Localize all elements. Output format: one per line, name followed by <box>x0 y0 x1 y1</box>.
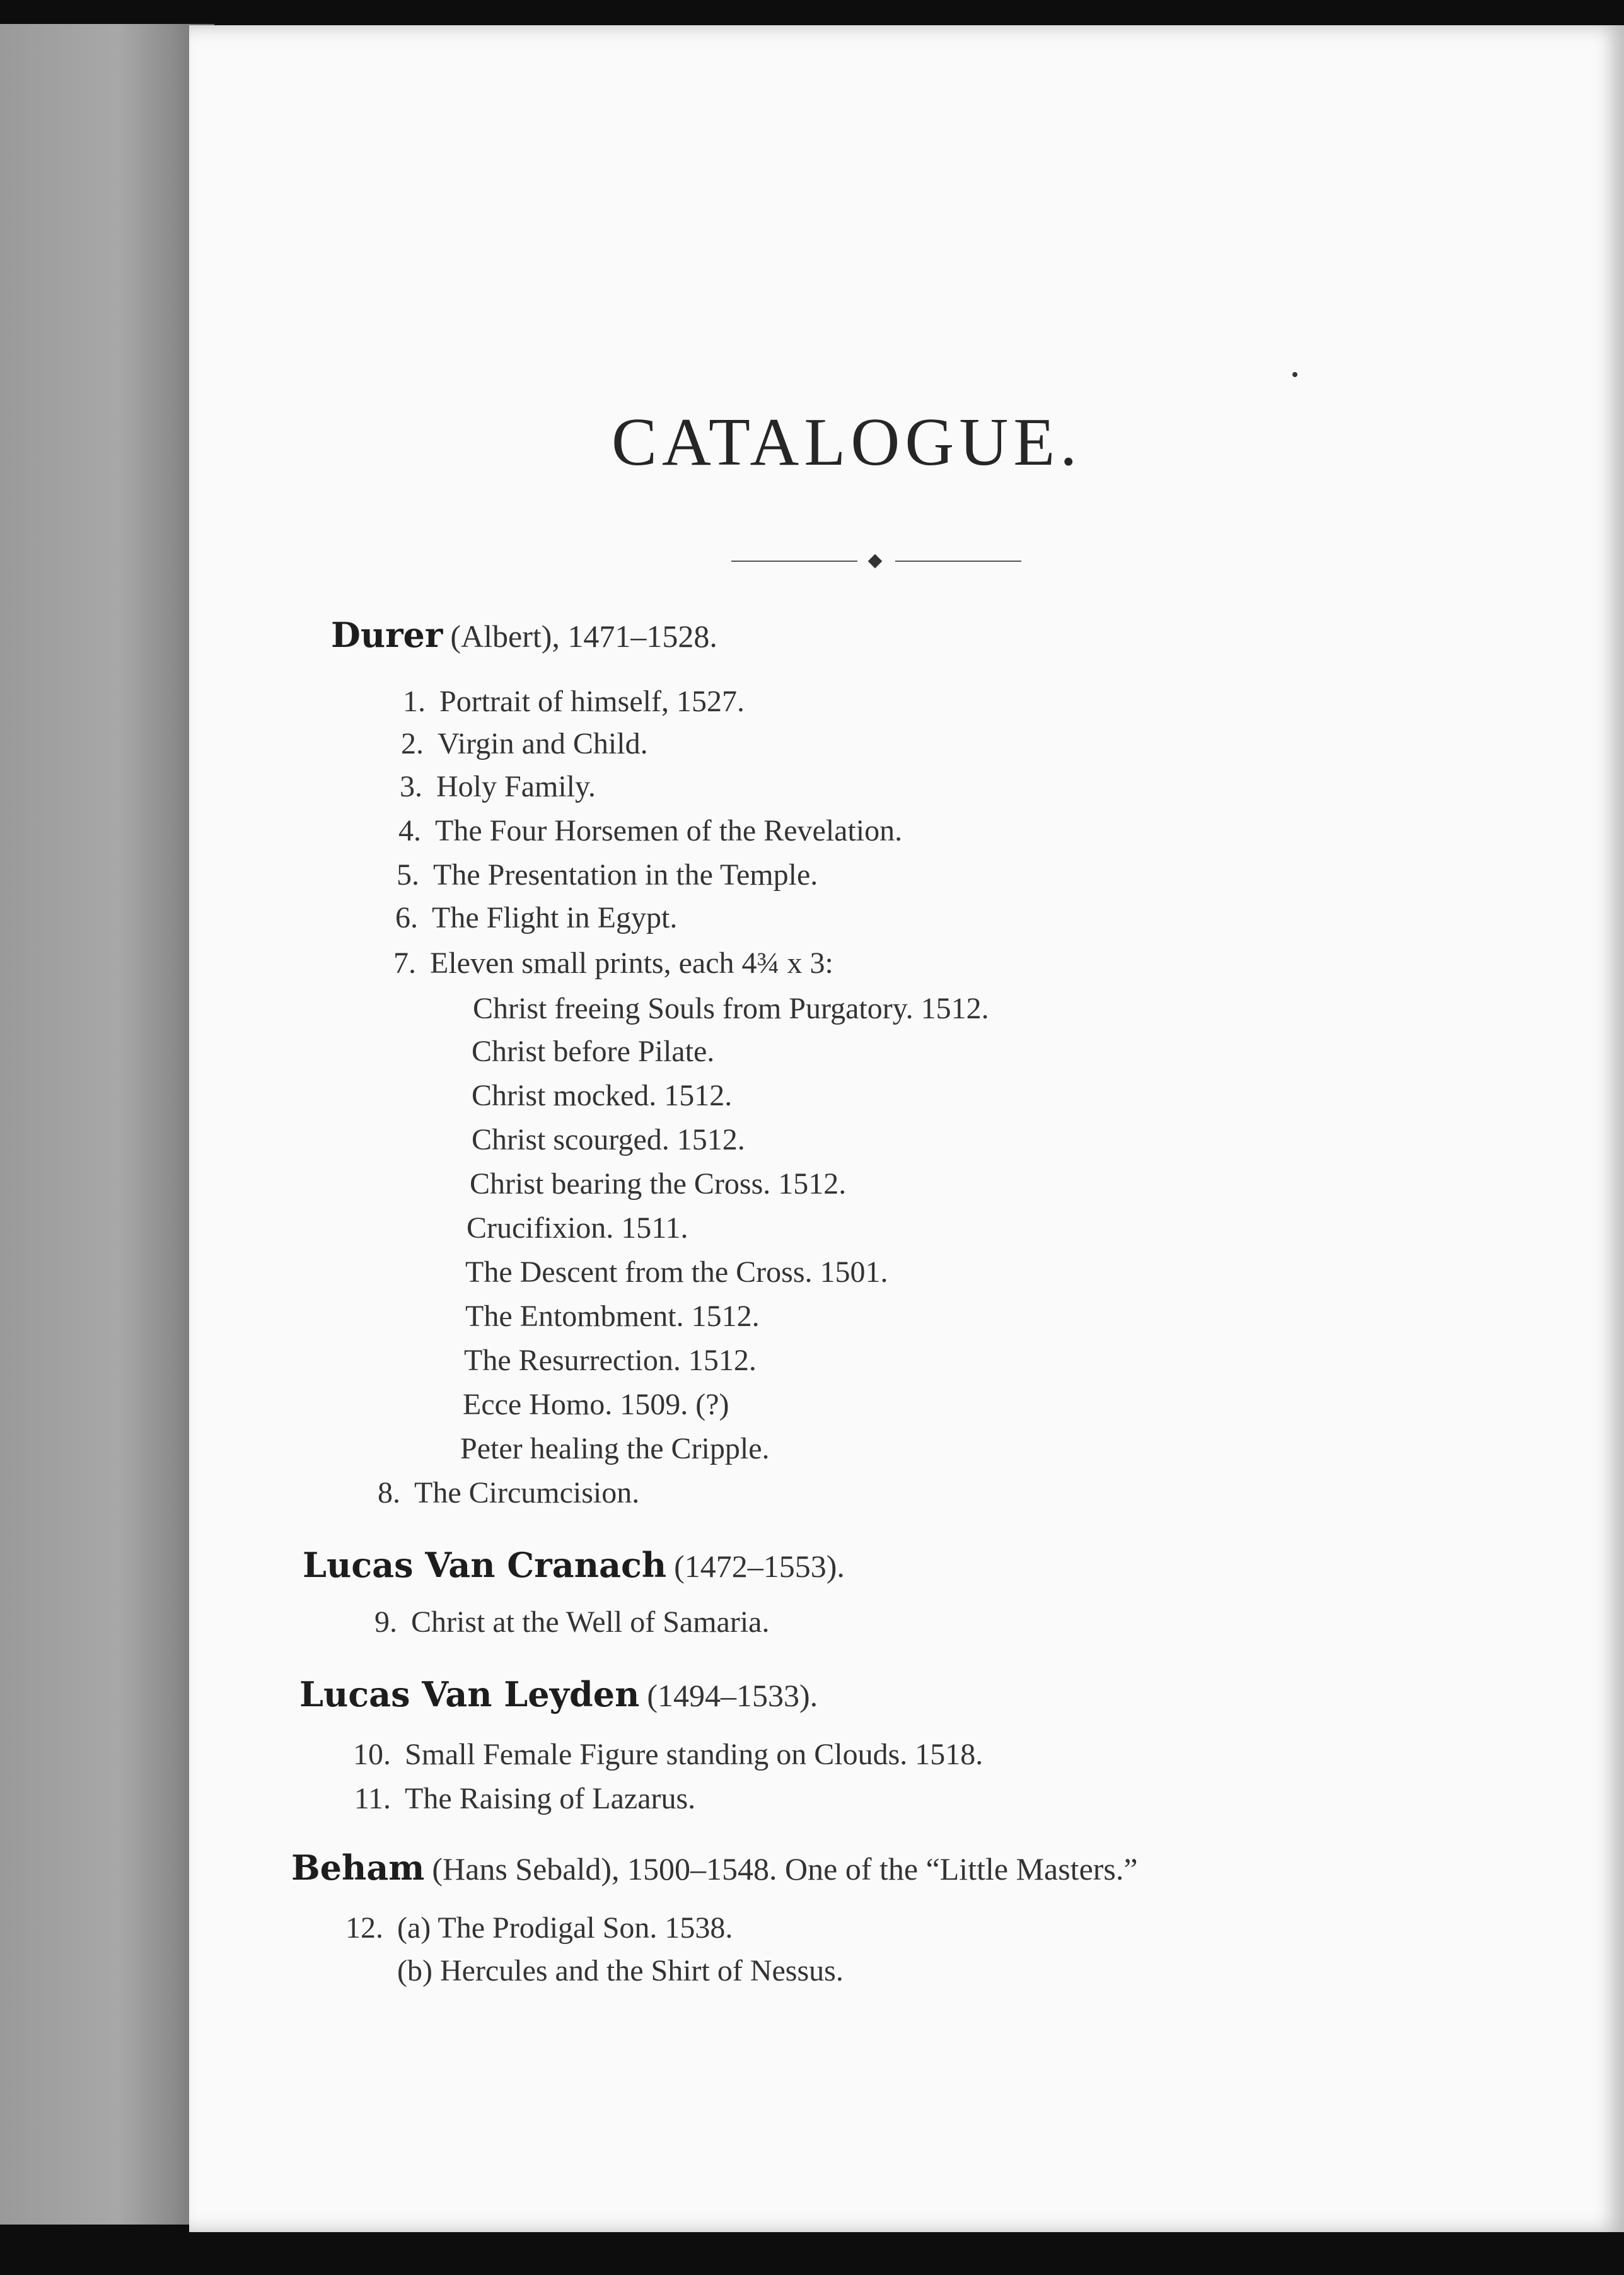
item-title: The Raising of Lazarus. <box>405 1782 696 1815</box>
sub-item: The Descent from the Cross. 1501. <box>465 1255 888 1289</box>
artist-name: Lucas Van Cranach <box>303 1545 667 1585</box>
artist-dates: (1494–1533). <box>647 1678 818 1713</box>
artist-heading-leyden <box>299 1674 818 1714</box>
item-title: Eleven small prints, each 4¾ x 3: <box>430 946 833 980</box>
item-title: The Circumcision. <box>414 1476 640 1510</box>
sub-item: Christ mocked. 1512. <box>472 1079 733 1112</box>
sub-item: Peter healing the Cripple. <box>460 1432 770 1465</box>
item-number: 1. <box>403 685 426 718</box>
item-number: 2. <box>401 727 424 760</box>
sub-item: Christ freeing Souls from Purgatory. 1512. <box>473 992 989 1025</box>
item-number: 5. <box>397 858 419 892</box>
artist-heading-durer <box>331 615 717 655</box>
sub-item: The Entombment. 1512. <box>465 1300 760 1333</box>
item-title: Holy Family. <box>436 770 596 803</box>
item-title: The Presentation in the Temple. <box>433 858 818 892</box>
item-number: 11. <box>354 1782 391 1815</box>
item-number: 8. <box>378 1476 400 1510</box>
artist-heading-cranach <box>303 1545 845 1585</box>
artist-name: Lucas Van Leyden <box>299 1674 640 1714</box>
artist-heading-beham <box>291 1847 1138 1888</box>
artist-name: Durer <box>331 615 443 655</box>
item-title: Portrait of himself, 1527. <box>439 685 745 718</box>
item-title: Christ at the Well of Samaria. <box>411 1605 770 1639</box>
item-title: (a) The Prodigal Son. 1538. <box>397 1911 733 1945</box>
list-item <box>380 900 677 935</box>
list-item <box>345 1911 733 1945</box>
artist-dates: (1472–1553). <box>674 1549 845 1584</box>
item-title: (b) Hercules and the Shirt of Nessus. <box>397 1954 844 1987</box>
sub-item: Christ bearing the Cross. 1512. <box>470 1167 847 1201</box>
list-item <box>383 813 902 848</box>
list-item <box>359 1605 769 1639</box>
item-number: 3. <box>400 770 422 803</box>
artist-name: Beham <box>291 1847 425 1888</box>
list-item <box>388 684 745 719</box>
artist-dates: (Hans Sebald), 1500–1548. One of the “Little Masters.” <box>432 1851 1138 1887</box>
list-item <box>386 726 648 761</box>
list-item <box>385 769 596 804</box>
list-item <box>362 1475 639 1510</box>
item-title: The Flight in Egypt. <box>432 901 678 934</box>
item-title: Virgin and Child. <box>438 727 648 760</box>
item-number: 7. <box>393 946 416 980</box>
item-number: 6. <box>395 901 418 934</box>
list-item <box>345 1953 844 1988</box>
sub-item: Crucifixion. 1511. <box>467 1211 688 1245</box>
item-title: The Four Horsemen of the Revelation. <box>435 814 903 847</box>
page-title: CATALOGUE. <box>612 405 1082 480</box>
item-number: 12. <box>345 1911 383 1945</box>
item-number: 9. <box>374 1605 397 1639</box>
list-item <box>381 858 818 892</box>
list-item <box>378 946 833 980</box>
sub-item: Christ before Pilate. <box>472 1035 715 1068</box>
sub-item: Ecce Homo. 1509. (?) <box>463 1388 729 1421</box>
artist-dates: (Albert), 1471–1528. <box>450 619 717 654</box>
sub-item: Christ scourged. 1512. <box>472 1123 745 1156</box>
item-number: 4. <box>398 814 421 847</box>
item-title: Small Female Figure standing on Clouds. 1518. <box>405 1738 983 1771</box>
item-number: 10. <box>353 1738 391 1771</box>
list-item <box>353 1737 983 1772</box>
sub-item: The Resurrection. 1512. <box>464 1344 757 1377</box>
list-item <box>353 1781 695 1816</box>
